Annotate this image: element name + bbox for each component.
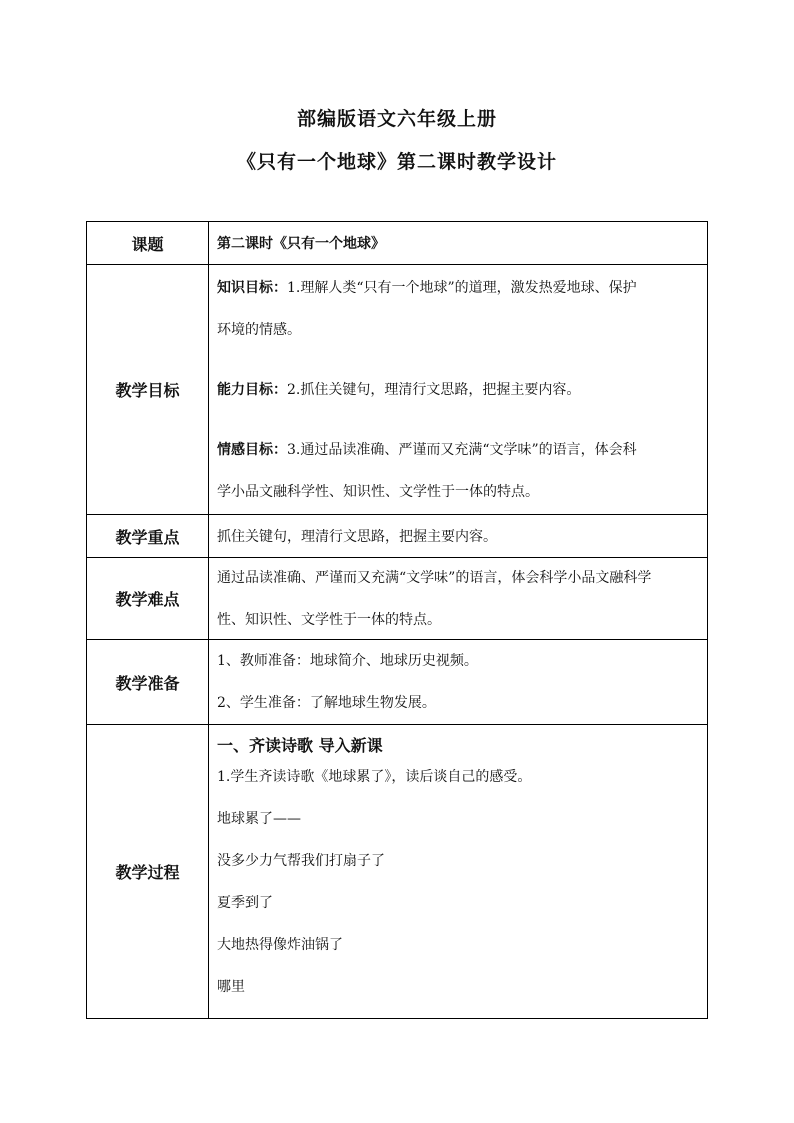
difficulties-content (209, 558, 708, 640)
process-line: 哪里 (217, 979, 245, 995)
preparation-label: 教学准备 (87, 640, 209, 725)
key-points-label: 教学重点 (87, 515, 209, 558)
goals-label: 教学目标 (87, 265, 209, 515)
key-points-value: 抓住关键句，理清行文思路，把握主要内容。 (209, 515, 708, 558)
difficulties-line-2: 性、知识性、文学性于一体的特点。 (217, 611, 441, 628)
process-line: 夏季到了 (217, 895, 273, 911)
table-row-key-points (87, 515, 708, 558)
lesson-plan-table (86, 221, 708, 1019)
topic-value: 第二课时《只有一个地球》 (209, 222, 708, 265)
emotion-goal-line-1 (217, 440, 701, 460)
knowledge-goal-line-1 (217, 278, 701, 298)
preparation-content (209, 640, 708, 725)
preparation-line-1: 1、教师准备：地球简介、地球历史视频。 (217, 653, 478, 669)
ability-goal-text: 2.抓住关键句，理清行文思路，把握主要内容。 (287, 381, 581, 398)
table-row-preparation (87, 640, 708, 725)
process-heading: 一、齐读诗歌 导入新课 (217, 736, 383, 755)
preparation-line-2: 2、学生准备：了解地球生物发展。 (217, 695, 436, 711)
emotion-goal-head: 情感目标： (217, 441, 287, 458)
goals-content (209, 265, 708, 515)
process-line: 大地热得像炸油锅了 (217, 937, 343, 953)
ability-goal-line (217, 380, 701, 400)
table-row-goals (87, 265, 708, 515)
knowledge-goal-line-2: 环境的情感。 (217, 321, 301, 338)
difficulties-line-1: 通过品读准确、严谨而又充满“文学味”的语言，体会科学小品文融科学 (217, 569, 652, 586)
process-line: 1.学生齐读诗歌《地球累了》，读后谈自己的感受。 (217, 769, 532, 785)
process-content (209, 725, 708, 1019)
difficulties-label: 教学难点 (87, 558, 209, 640)
ability-goal-head: 能力目标： (217, 381, 287, 398)
process-label: 教学过程 (87, 725, 209, 1019)
emotion-goal-line-2: 学小品文融科学性、知识性、文学性于一体的特点。 (217, 483, 539, 500)
table-row-difficulties (87, 558, 708, 640)
knowledge-goal-text: 1.理解人类“只有一个地球”的道理，激发热爱地球、保护 (287, 279, 637, 296)
document-subtitle: 《只有一个地球》第二课时教学设计 (236, 151, 557, 173)
table-row-process (87, 725, 708, 1019)
knowledge-goal-head: 知识目标： (217, 279, 287, 296)
topic-label: 课题 (87, 222, 209, 265)
document-title: 部编版语文六年级上册 (296, 108, 497, 130)
process-line: 地球累了—— (217, 811, 301, 827)
process-line: 没多少力气帮我们打扇子了 (217, 853, 385, 869)
emotion-goal-text: 3.通过品读准确、严谨而又充满“文学味”的语言，体会科 (287, 441, 637, 458)
table-row-topic (87, 222, 708, 265)
